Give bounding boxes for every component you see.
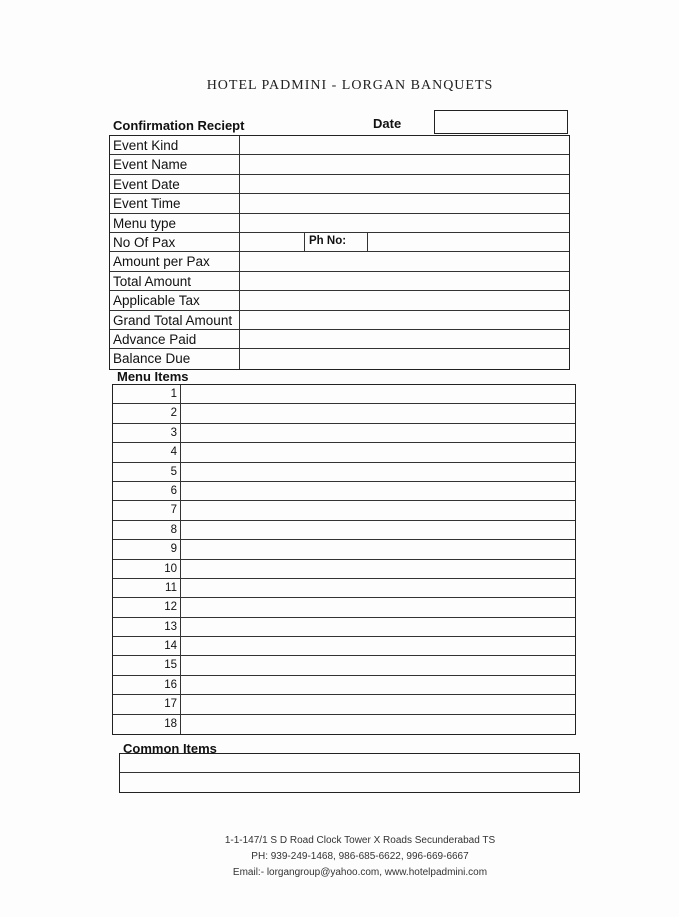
menu-item-row xyxy=(113,618,575,637)
menu-item-row xyxy=(113,443,575,462)
field-value-event-kind[interactable] xyxy=(240,136,569,154)
menu-item-field[interactable] xyxy=(181,598,575,616)
menu-item-field[interactable] xyxy=(181,560,575,578)
field-row-grand-total xyxy=(110,311,569,330)
menu-item-number: 10 xyxy=(113,560,181,578)
field-value-advance-paid[interactable] xyxy=(240,330,569,348)
menu-item-row xyxy=(113,695,575,714)
common-item-row[interactable] xyxy=(120,773,579,792)
receipt-heading: Confirmation Reciept xyxy=(113,118,245,133)
menu-item-field[interactable] xyxy=(181,637,575,655)
date-label: Date xyxy=(373,116,402,131)
field-label: Balance Due xyxy=(110,349,240,368)
menu-item-field[interactable] xyxy=(181,463,575,481)
menu-item-field[interactable] xyxy=(181,482,575,500)
field-label: Advance Paid xyxy=(110,330,240,348)
menu-item-row xyxy=(113,463,575,482)
field-value-event-date[interactable] xyxy=(240,175,569,193)
menu-item-row xyxy=(113,598,575,617)
field-value-amount-per-pax[interactable] xyxy=(240,252,569,270)
menu-item-row xyxy=(113,521,575,540)
menu-item-field[interactable] xyxy=(181,404,575,422)
field-value-grand-total[interactable] xyxy=(240,311,569,329)
field-row-amount-per-pax xyxy=(110,252,569,271)
menu-item-row xyxy=(113,482,575,501)
menu-item-field[interactable] xyxy=(181,521,575,539)
field-value-event-time[interactable] xyxy=(240,194,569,212)
footer-address: 1-1-147/1 S D Road Clock Tower X Roads Secunderabad TS xyxy=(224,835,496,846)
menu-item-field[interactable] xyxy=(181,501,575,519)
menu-items-table xyxy=(112,384,576,735)
field-row-applicable-tax xyxy=(110,291,569,310)
field-row-event-kind xyxy=(110,136,569,155)
field-label: Event Time xyxy=(110,194,240,212)
menu-item-field[interactable] xyxy=(181,695,575,713)
menu-item-number: 12 xyxy=(113,598,181,616)
menu-item-number: 13 xyxy=(113,618,181,636)
field-row-advance-paid xyxy=(110,330,569,349)
menu-item-row xyxy=(113,540,575,559)
field-label: Event Name xyxy=(110,155,240,173)
menu-item-field[interactable] xyxy=(181,715,575,734)
field-row-event-date xyxy=(110,175,569,194)
common-item-row[interactable] xyxy=(120,754,579,773)
menu-item-number: 17 xyxy=(113,695,181,713)
event-details-table xyxy=(109,135,570,370)
common-items-table xyxy=(119,753,580,793)
menu-item-number: 15 xyxy=(113,656,181,674)
menu-item-number: 11 xyxy=(113,579,181,597)
menu-item-number: 4 xyxy=(113,443,181,461)
menu-item-number: 8 xyxy=(113,521,181,539)
field-label: Applicable Tax xyxy=(110,291,240,309)
menu-item-row xyxy=(113,560,575,579)
menu-item-row xyxy=(113,501,575,520)
menu-item-row xyxy=(113,676,575,695)
field-label: Menu type xyxy=(110,214,240,232)
field-row-event-name xyxy=(110,155,569,174)
menu-item-number: 16 xyxy=(113,676,181,694)
field-value-applicable-tax[interactable] xyxy=(240,291,569,309)
common-items-heading: Common Items xyxy=(123,741,217,756)
field-label: Total Amount xyxy=(110,272,240,290)
field-row-menu-type xyxy=(110,214,569,233)
field-label: Event Kind xyxy=(110,136,240,154)
menu-item-field[interactable] xyxy=(181,424,575,442)
field-value-balance-due[interactable] xyxy=(240,349,569,368)
field-value-event-name[interactable] xyxy=(240,155,569,173)
menu-item-field[interactable] xyxy=(181,676,575,694)
menu-item-field[interactable] xyxy=(181,618,575,636)
menu-item-field[interactable] xyxy=(181,579,575,597)
menu-item-field[interactable] xyxy=(181,385,575,403)
menu-item-number: 7 xyxy=(113,501,181,519)
menu-item-number: 18 xyxy=(113,715,181,734)
menu-item-field[interactable] xyxy=(181,656,575,674)
field-value-total-amount[interactable] xyxy=(240,272,569,290)
menu-item-number: 1 xyxy=(113,385,181,403)
field-label: Grand Total Amount xyxy=(110,311,240,329)
menu-item-row xyxy=(113,404,575,423)
menu-item-row xyxy=(113,424,575,443)
menu-item-row xyxy=(113,715,575,734)
field-label: Event Date xyxy=(110,175,240,193)
date-field[interactable] xyxy=(434,110,568,134)
footer-phone: PH: 939-249-1468, 986-685-6622, 996-669-6667 xyxy=(251,851,469,862)
menu-item-field[interactable] xyxy=(181,540,575,558)
menu-item-number: 3 xyxy=(113,424,181,442)
hotel-title: HOTEL PADMINI - LORGAN BANQUETS xyxy=(206,78,494,93)
menu-items-heading: Menu Items xyxy=(117,369,189,384)
field-row-total-amount xyxy=(110,272,569,291)
phone-label: Ph No: xyxy=(304,232,368,251)
field-label: Amount per Pax xyxy=(110,252,240,270)
menu-item-row xyxy=(113,579,575,598)
field-value-no-of-pax[interactable] xyxy=(240,233,569,251)
menu-item-number: 5 xyxy=(113,463,181,481)
menu-item-row xyxy=(113,656,575,675)
menu-item-number: 6 xyxy=(113,482,181,500)
field-row-no-of-pax xyxy=(110,233,569,252)
field-label: No Of Pax xyxy=(110,233,240,251)
field-value-menu-type[interactable] xyxy=(240,214,569,232)
menu-item-field[interactable] xyxy=(181,443,575,461)
field-row-balance-due xyxy=(110,349,569,368)
menu-item-number: 9 xyxy=(113,540,181,558)
menu-item-number: 14 xyxy=(113,637,181,655)
footer-contact xyxy=(190,833,530,881)
field-row-event-time xyxy=(110,194,569,213)
menu-item-row xyxy=(113,637,575,656)
menu-item-row xyxy=(113,385,575,404)
footer-email: Email:- lorgangroup@yahoo.com, www.hotelpadmini.com xyxy=(232,867,488,878)
menu-item-number: 2 xyxy=(113,404,181,422)
